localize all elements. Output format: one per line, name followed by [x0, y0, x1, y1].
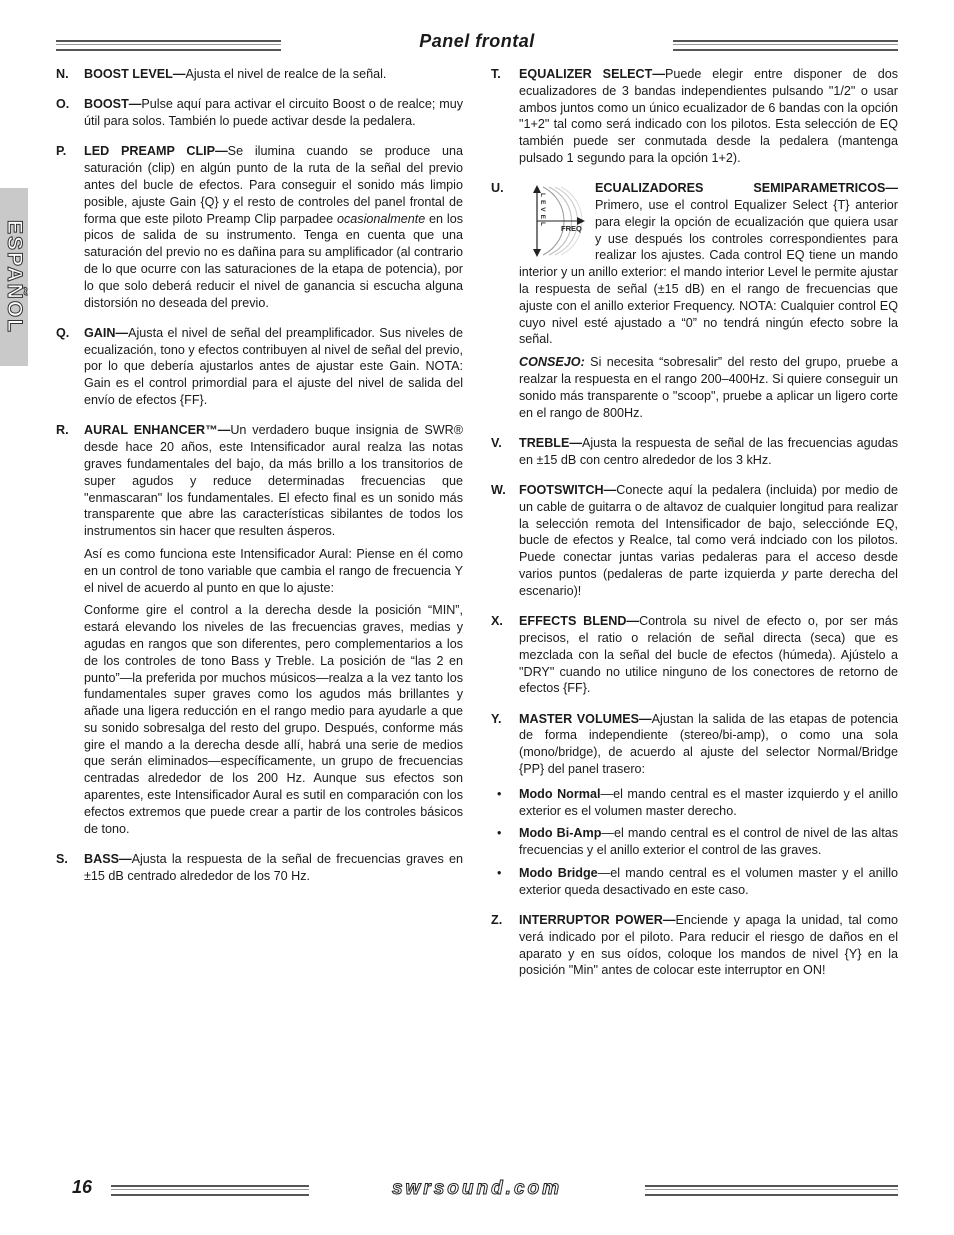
bullet-item [491, 865, 898, 899]
item-q [56, 325, 463, 409]
header-rule-left [56, 40, 281, 51]
item-text: Ajusta la respuesta de la señal de frecuencias graves en ±15 dB centrado alrededor de los 70 Hz. [84, 851, 463, 883]
page-title: Panel frontal [419, 31, 535, 51]
item-x [491, 613, 898, 697]
item-text: Se ilumina cuando se produce una saturación (clip) en algún punto de la ruta de la señal del previo antes del bucle de efectos. Para conseguir el sonido más limpio posible, ajuste Gain {Q} y el resto de controles del panel frontal de forma que este piloto Preamp Clip parpadee [84, 144, 463, 226]
item-title: ECUALIZADORES SEMIPARAMETRICOS— [595, 181, 898, 196]
item-title: INTERRUPTOR POWER— [519, 913, 676, 928]
item-letter: R. [56, 423, 69, 438]
item-r [56, 422, 463, 837]
item-o [56, 96, 463, 130]
item-letter: U. [491, 181, 504, 196]
item-emphasis: y [781, 567, 788, 582]
item-title: LED PREAMP CLIP— [84, 144, 228, 159]
bullet-dot-icon: • [497, 865, 502, 880]
item-text-cont: parte derecha del escenario)! [519, 567, 898, 598]
item-letter: V. [491, 435, 502, 450]
item-text: Ajustan la salida de las etapas de potencia de forma independiente (stereo/bi-amp), o como una sola (mono/bridge), de acuerdo al ajuste del selector Normal/Bridge {PP} del panel trasero: [519, 711, 899, 776]
item-paragraph: Conforme gire el control a la derecha desde la posición “MIN”, estará elevando los niveles de las frecuencias graves, medias y agudas en rangos que son diferentes, pero complementarios a los de los controles de tono Bass y Treble. La posición de “las 2 en punto”—la preferida por muchos músicos—realza a la vez tanto los fundamentales super graves como los agudos más brillantes y añade una ligera reducción en el rango medio para ayudarle a que su sonido sobresalga del resto del grupo. Después, conforme más gire el mando a la derecha desde allí, habrá una serie de medios que serán eliminados—específicamente, un grupo de frecuencias centradas alrededor de los 200 Hz. Aunque sus efectos son aparentes, este Intensificador Aural es sutil en comparación con los efectos extremos que puede crear a partir de los controles básicos de tono. [84, 603, 463, 836]
bullet-dot-icon: • [497, 786, 502, 801]
item-text: Ajusta el nivel de señal del preamplificador. Sus niveles de ecualización, tono y efectos contribuyen al nivel de señal del previo, por lo que debería ajustarlos antes de ajustar este Gain. NOTA: Gain es el control primordial para el ajuste del nivel de salida del envío de efectos {FF}. [84, 325, 463, 408]
item-v [491, 435, 898, 469]
item-title: GAIN— [84, 325, 129, 340]
left-column [56, 66, 463, 898]
item-p [56, 143, 463, 311]
footer-website[interactable]: swrsound.com [391, 1178, 563, 1199]
item-title: BOOST LEVEL— [84, 67, 186, 81]
item-letter: T. [491, 67, 501, 81]
item-title: AURAL ENHANCER™— [84, 423, 231, 438]
item-emphasis: ocasionalmente [337, 211, 426, 226]
item-letter: Q. [56, 325, 70, 340]
item-text: Un verdadero buque insignia de SWR® desde hace 20 años, este Intensificador aural realza las notas graves fundamentales del bajo, da más brillo a los transitorios de super agudos y reduce determinadas frecuencias que "enmascaran" los fundamentales. El efecto final es un sonido más transparente que abre las características sibilantes de todos los instrumentos sin hacer que resulten ásperos. [84, 423, 464, 539]
language-tab-label: ESPAÑOL [3, 220, 26, 334]
item-t [491, 66, 898, 167]
eq-freq-label: FREQ [561, 224, 582, 234]
item-n [56, 66, 463, 83]
bullet-text: —el mando central es el volumen master y el anillo exterior queda desactivado en este caso. [519, 865, 899, 897]
bullet-text: —el mando central es el control de nivel de las altas frecuencias y el anillo exterior el control de las graves. [519, 826, 899, 858]
page-number: 16 [72, 1177, 93, 1197]
right-column [491, 66, 898, 993]
item-title: EQUALIZER SELECT— [519, 67, 665, 81]
bullet-item [491, 786, 898, 820]
item-title: TREBLE— [519, 435, 582, 450]
item-letter: W. [491, 483, 506, 498]
item-y [491, 711, 898, 778]
item-letter: N. [56, 67, 69, 81]
tip-text: Si necesita “sobresalir” del resto del grupo, pruebe a realzar la respuesta en el rango 200–400Hz. Si quiere conseguir un sonido más transparente o "scoop", pruebe a aplicar un ligero corte en el rango de 800Hz. [519, 355, 898, 420]
language-tab [0, 188, 28, 366]
footer-rule-right [645, 1185, 898, 1196]
item-text: Conecte aquí la pedalera (incluida) por medio de un cable de guitarra o de altavoz de cualquier longitud para realizar la selección remota del Intensificador de bajo, seleccióndе EQ, bucle de efectos y Realce, tal como verá indciado con los pilotos. Puede conectar juntas varias pedaleras para el acceso desde varios puntos (pedaleras de parte izquierda [519, 483, 898, 582]
item-text: Ajusta la respuesta de señal de las frecuencias agudas en ±15 dB con centro alrededor de los 3 kHz. [519, 435, 898, 467]
item-text: Primero, use el control Equalizer Select {T} anterior para elegir la opción de ecualización que quiera usar y use después los controles correspondientes para realizar los ajustes. Cada control EQ tiene un mando interior y un anillo exterior: el mando interior Level le permite ajustar la respuesta de señal (±15 dB) en el rango de frecuencias que ajuste con el anillo exterior Frequency. NOTA: Cualquier control EQ cuyo nivel esté ajustado a “0” no tendrá ningún efecto sobre la señal. [519, 198, 898, 347]
item-title: EFFECTS BLEND— [519, 614, 640, 629]
item-letter: O. [56, 97, 70, 112]
tip-label: CONSEJO: [519, 355, 585, 370]
eq-level-freq-icon [519, 181, 587, 261]
item-title: BOOST— [84, 97, 142, 112]
item-text: Ajusta el nivel de realce de la señal. [185, 67, 387, 81]
item-z [491, 912, 898, 979]
bullet-title: Modo Bridge [519, 865, 598, 880]
bullet-item [491, 825, 898, 859]
item-u [491, 180, 898, 421]
item-text-cont: en los picos de salida de su instrumento. Tenga en cuenta que una saturación del previo no es dañina para su amplificador (al contrario de lo que ocurre con las saturaciones de la etapa de potencia), por lo que solo deberá reducir el nivel de ganancia si escucha alguna distorsión no deseada del previo. [84, 211, 464, 310]
item-letter: Z. [491, 913, 503, 928]
header-rule-right [673, 40, 898, 51]
item-s [56, 851, 463, 885]
item-text: Puede elegir entre disponer de dos ecualizadores de 3 bandas independientes pulsando "1/2" o usar ambos juntos como un único ecualizador de 6 bandas con la opción "1+2" tal como será indicado con los pilotos. Esta selección de EQ también puede ser conmutada desde la pedalera (mantenga pulsado 1 segundo para la opción 1+2). [519, 67, 898, 165]
bullet-title: Modo Bi-Amp [519, 826, 602, 841]
item-paragraph: Así es como funciona este Intensificador Aural: Piense en él como en un control de tono variable que cambia el rango de frecuencia Y el nivel de acuerdo al punto en que lo ajuste: [84, 546, 463, 595]
item-text: Enciende y apaga la unidad, tal como verá indicado por el piloto. Para reducir el riesgo de daños en el aparato y en sus oídos, coloque los mandos de nivel {Y} en la posición "Min" antes de colocar este interruptor en ON! [519, 913, 898, 978]
item-text: Pulse aquí para activar el circuito Boost o de realce; muy útil para solos. También lo puede activar desde la pedalera. [84, 97, 463, 129]
footer-rule-left [111, 1185, 309, 1196]
tip-paragraph [519, 354, 898, 421]
item-title: BASS— [84, 851, 132, 866]
item-letter: Y. [491, 711, 502, 726]
item-text: Controla su nivel de efecto o, por ser más precisos, el ratio o relación de señal directa (seca) que es mezclada con la señal del bucle de efectos (húmeda). Ajústelo a "DRY" cuando no utilice ninguno de los conectores de retorno de efectos {FF}. [519, 614, 898, 696]
item-letter: S. [56, 851, 68, 866]
bullet-title: Modo Normal [519, 786, 601, 801]
eq-level-label: LEVEL [539, 193, 546, 230]
item-letter: P. [56, 144, 67, 159]
item-title: FOOTSWITCH— [519, 483, 617, 498]
bullet-dot-icon: • [497, 826, 502, 841]
item-letter: X. [491, 614, 503, 629]
bullet-text: —el mando central es el master izquierdo y el anillo exterior es el volumen master derecho. [519, 786, 898, 818]
item-w [491, 482, 898, 600]
item-title: MASTER VOLUMES— [519, 711, 652, 726]
